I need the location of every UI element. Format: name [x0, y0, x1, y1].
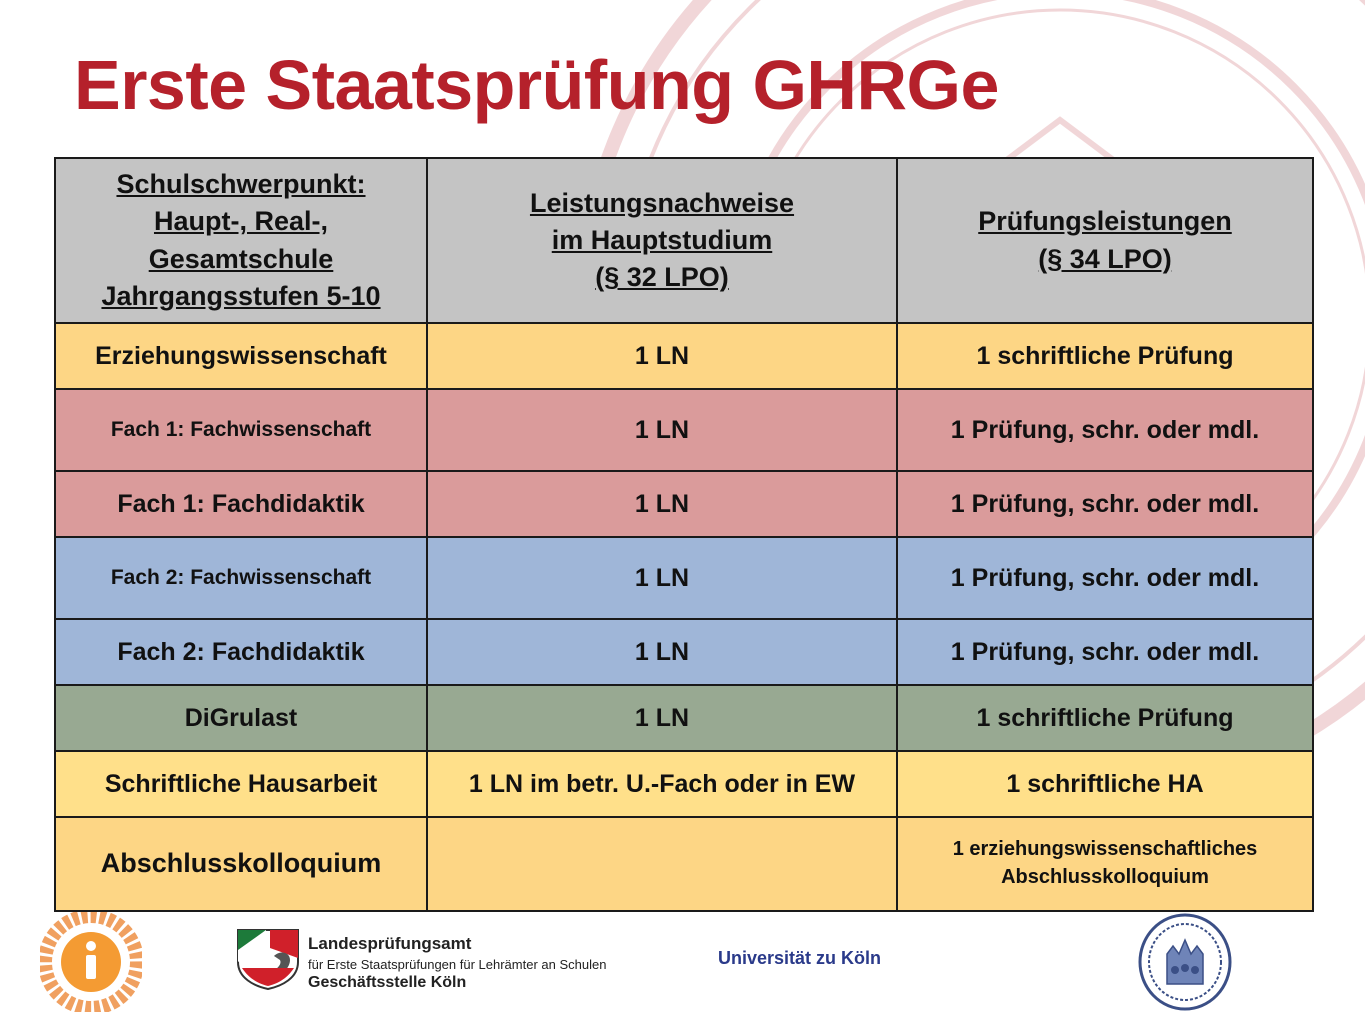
studierenden-service-logo — [40, 912, 142, 1012]
row-exam: 1 schriftliche Prüfung — [897, 323, 1313, 389]
row-exam: 1 schriftliche HA — [897, 751, 1313, 817]
lpa-subtitle: für Erste Staatsprüfungen für Lehrämter an Schulen — [308, 957, 607, 972]
row-subject: Fach 2: Fachwissenschaft — [55, 537, 427, 619]
lpa-name: Landesprüfungsamt — [308, 934, 472, 953]
row-exam: 1 Prüfung, schr. oder mdl. — [897, 619, 1313, 685]
row-subject: DiGrulast — [55, 685, 427, 751]
row-ln: 1 LN — [427, 471, 897, 537]
table-row — [55, 817, 1313, 911]
table-row — [55, 537, 1313, 619]
table-row — [55, 323, 1313, 389]
table-row — [55, 471, 1313, 537]
table-row — [55, 751, 1313, 817]
row-subject: Abschlusskolloquium — [55, 817, 427, 911]
row-ln — [427, 817, 897, 911]
row-ln: 1 LN — [427, 685, 897, 751]
row-ln: 1 LN im betr. U.-Fach oder in EW — [427, 751, 897, 817]
row-exam: 1 Prüfung, schr. oder mdl. — [897, 537, 1313, 619]
row-ln: 1 LN — [427, 323, 897, 389]
row-exam: 1 erziehungswissenschaftliches Abschlusskolloquium — [897, 817, 1313, 911]
header-leistungsnachweise: Leistungsnachweise im Hauptstudium (§ 32 LPO) — [427, 158, 897, 323]
row-subject: Fach 1: Fachdidaktik — [55, 471, 427, 537]
row-exam: 1 Prüfung, schr. oder mdl. — [897, 389, 1313, 471]
row-ln: 1 LN — [427, 537, 897, 619]
nrw-coat-of-arms-icon — [236, 928, 300, 990]
table-row — [55, 685, 1313, 751]
header-pruefungsleistungen: Prüfungsleistungen (§ 34 LPO) — [897, 158, 1313, 323]
row-ln: 1 LN — [427, 389, 897, 471]
exam-requirements-table — [54, 157, 1314, 912]
table-row — [55, 389, 1313, 471]
university-seal-logo — [1137, 912, 1233, 1012]
page-title: Erste Staatsprüfung GHRGe — [74, 46, 999, 124]
row-subject: Fach 2: Fachdidaktik — [55, 619, 427, 685]
row-subject: Schriftliche Hausarbeit — [55, 751, 427, 817]
row-subject: Fach 1: Fachwissenschaft — [55, 389, 427, 471]
row-ln: 1 LN — [427, 619, 897, 685]
lpa-office: Geschäftsstelle Köln — [308, 974, 467, 991]
row-exam: 1 Prüfung, schr. oder mdl. — [897, 471, 1313, 537]
table-row — [55, 619, 1313, 685]
header-school-focus: Schulschwerpunkt: Haupt-, Real-, Gesamtschule Jahrgangsstufen 5-10 — [55, 158, 427, 323]
row-exam: 1 schriftliche Prüfung — [897, 685, 1313, 751]
table-header-row — [55, 158, 1313, 323]
row-subject: Erziehungswissenschaft — [55, 323, 427, 389]
university-name: Universität zu Köln — [718, 948, 882, 968]
